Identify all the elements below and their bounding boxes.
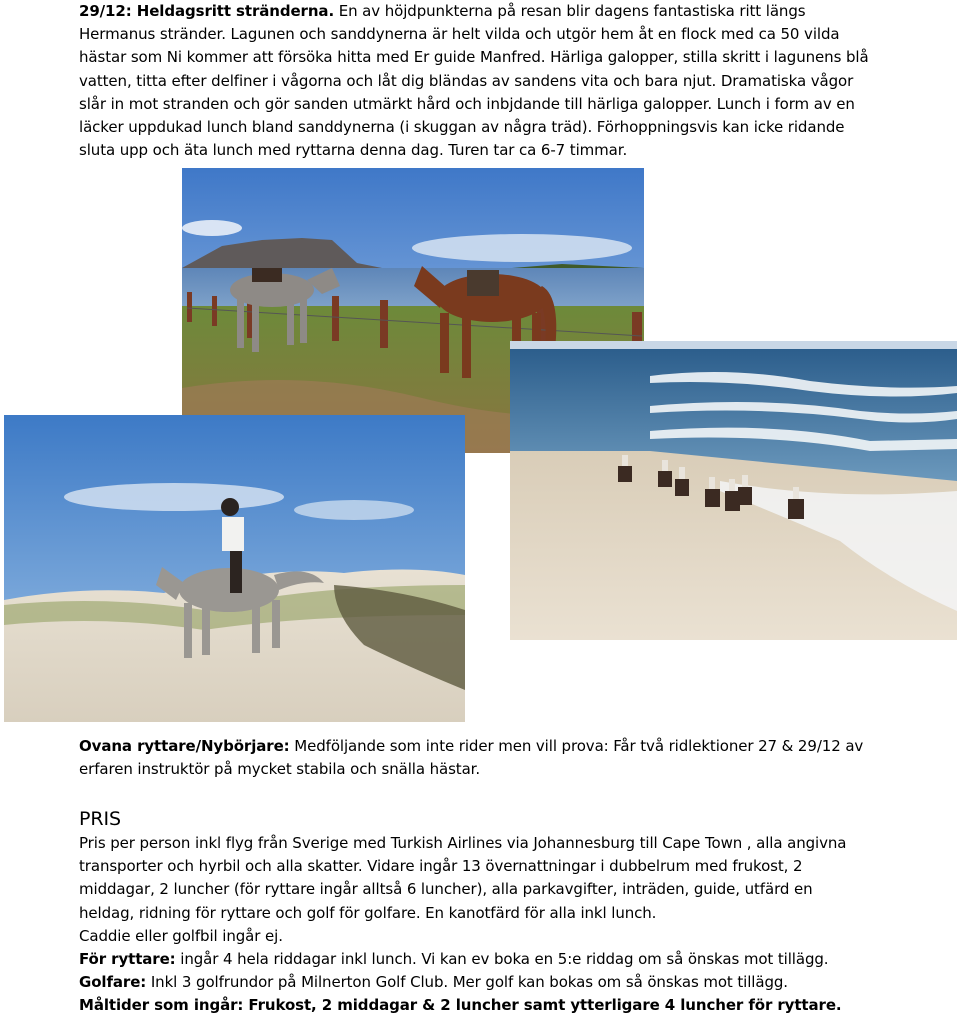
riders-body: ingår 4 hela riddagar inkl lunch. Vi kan ev boka en 5:e riddag om så önskas mot tillägg. (175, 950, 829, 969)
golfers-line (79, 971, 864, 994)
rider-in-dunes-photo (4, 415, 465, 722)
pris-body: Pris per person inkl flyg från Sverige med Turkish Airlines via Johannesburg till Cape Town , alla angivna transporter och hyrbil och alla skatter. Vidare ingår 13 övernattningar i dubbelrum med frukost, 2 middagar, 2 luncher (för ryttare ingår alltså 6 luncher), alla parkavgifter, inträden, guide, utfärd en heldag, ridning för ryttare och golf för golfare. En kanotfärd för alla inkl lunch. (79, 834, 847, 922)
pris-heading: PRIS (79, 808, 121, 830)
riders-label: För ryttare: (79, 950, 176, 969)
intro-paragraph (79, 0, 879, 162)
golfers-label: Golfare: (79, 973, 147, 992)
intro-body: En av höjdpunkterna på resan blir dagens fantastiska ritt längs Hermanus stränder. Lagunen och sanddynerna är helt vilda och utgör hem åt en flock med ca 50 vilda hästar som Ni kommer att försöka hitta med Er guide Manfred. Härliga galopper, stilla skritt i lagunens blå vatten, titta efter delfiner i vågorna och låt dig bländas av sandens vita och bara njut. Dramatiska vågor slår in mot stranden och gör sanden utmärkt hård och inbjdande till härliga galopper. Lunch i form av en läcker uppdukad lunch bland sanddynerna (i skuggan av några träd). Förhoppningsvis kan icke ridande sluta upp och äta lunch med ryttarna denna dag. Turen tar ca 6-7 timmar. (79, 2, 869, 160)
pris-section (79, 832, 864, 1018)
novice-paragraph (79, 735, 879, 781)
golfers-body: Inkl 3 golfrundor på Milnerton Golf Club. Mer golf kan bokas om så önskas mot tillägg. (146, 973, 788, 992)
novice-label: Ovana ryttare/Nybörjare: (79, 737, 290, 755)
riders-on-beach-photo (510, 341, 957, 640)
day-heading: 29/12: Heldagsritt stränderna. (79, 2, 335, 20)
novice-body: Medföljande som inte rider men vill prova: Får två ridlektioner 27 & 29/12 av erfaren instruktör på mycket stabila och snälla hästar. (79, 737, 864, 779)
caddie-note: Caddie eller golfbil ingår ej. (79, 926, 283, 945)
meals-line: Måltider som ingår: Frukost, 2 middagar & 2 luncher samt ytterligare 4 luncher för ryttare. (79, 996, 842, 1015)
riders-line (79, 948, 864, 971)
